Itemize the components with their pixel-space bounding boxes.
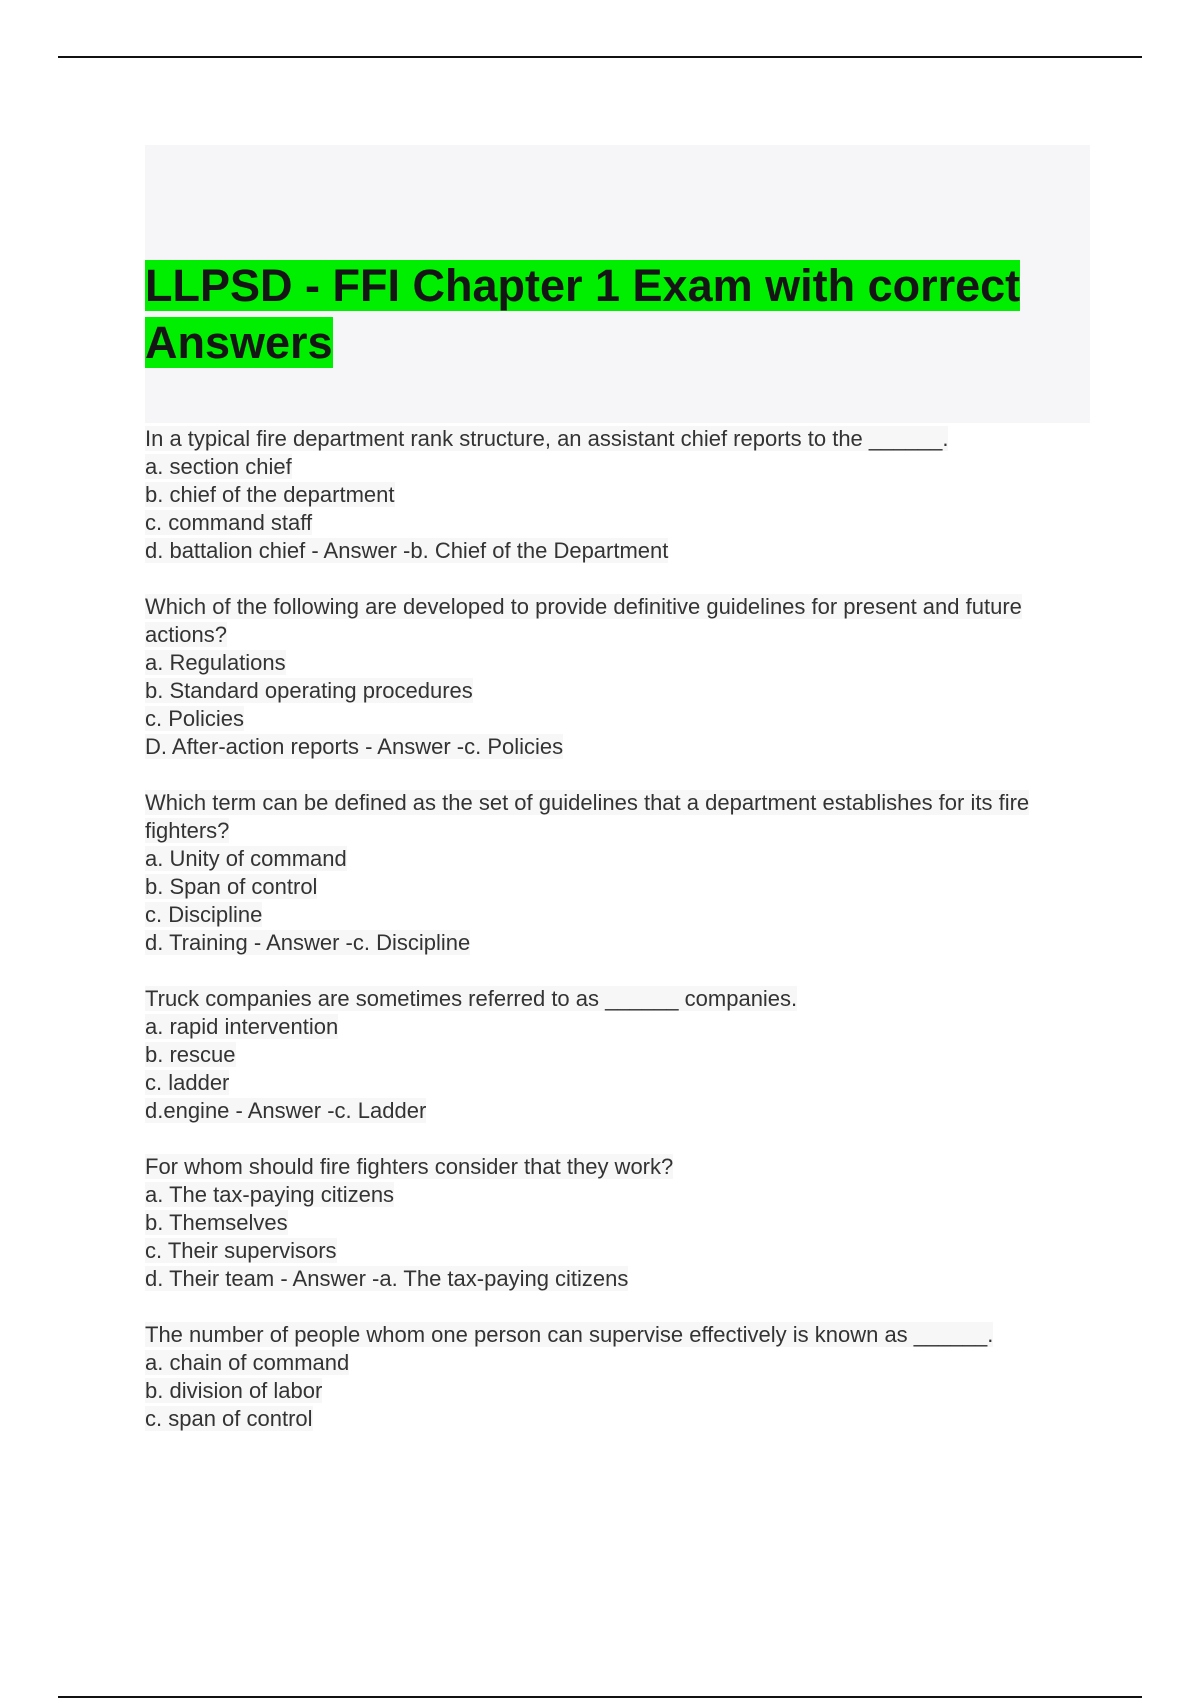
answer-option: b. chief of the department (145, 482, 395, 507)
answer-option: b. Themselves (145, 1210, 288, 1235)
answer-option: a. chain of command (145, 1350, 350, 1375)
question-prompt: For whom should fire fighters consider that they work? (145, 1154, 674, 1179)
answer-option-with-answer: d.engine - Answer -c. Ladder (145, 1098, 427, 1123)
question-5 (145, 1153, 1090, 1293)
answer-option: c. Discipline (145, 902, 263, 927)
bottom-rule (58, 1696, 1142, 1698)
answer-option: a. Regulations (145, 650, 286, 675)
question-6 (145, 1321, 1090, 1433)
answer-option: c. Policies (145, 706, 245, 731)
answer-option: c. ladder (145, 1070, 230, 1095)
answer-option-with-answer: d. Training - Answer -c. Discipline (145, 930, 471, 955)
answer-option: b. Span of control (145, 874, 318, 899)
answer-option: b. Standard operating procedures (145, 678, 473, 703)
answer-option-with-answer: d. Their team - Answer -a. The tax-paying citizens (145, 1266, 629, 1291)
answer-option: a. section chief (145, 454, 292, 479)
question-4 (145, 985, 1090, 1125)
question-prompt: Which of the following are developed to provide definitive guidelines for present and future actions? (145, 594, 1022, 647)
answer-option: b. rescue (145, 1042, 236, 1067)
question-prompt: The number of people whom one person can supervise effectively is known as ______. (145, 1322, 994, 1347)
question-prompt: In a typical fire department rank structure, an assistant chief reports to the ______. (145, 426, 949, 451)
question-1 (145, 423, 1090, 565)
answer-option: a. Unity of command (145, 846, 347, 871)
answer-option: c. span of control (145, 1406, 313, 1431)
document-title-text: LLPSD - FFI Chapter 1 Exam with correct Answers (145, 260, 1021, 368)
question-3 (145, 789, 1090, 957)
answer-option-with-answer: D. After-action reports - Answer -c. Policies (145, 734, 564, 759)
question-2 (145, 593, 1090, 761)
document-title (145, 257, 1090, 371)
title-block (145, 145, 1090, 423)
top-rule (58, 56, 1142, 58)
answer-option: c. Their supervisors (145, 1238, 337, 1263)
answer-option: b. division of labor (145, 1378, 323, 1403)
answer-option: c. command staff (145, 510, 313, 535)
document-body (145, 145, 1090, 1433)
answer-option: a. rapid intervention (145, 1014, 339, 1039)
question-prompt: Truck companies are sometimes referred to as ______ companies. (145, 986, 798, 1011)
question-prompt: Which term can be defined as the set of guidelines that a department establishes for its fire fighters? (145, 790, 1030, 843)
answer-option-with-answer: d. battalion chief - Answer -b. Chief of the Department (145, 538, 669, 563)
answer-option: a. The tax-paying citizens (145, 1182, 395, 1207)
